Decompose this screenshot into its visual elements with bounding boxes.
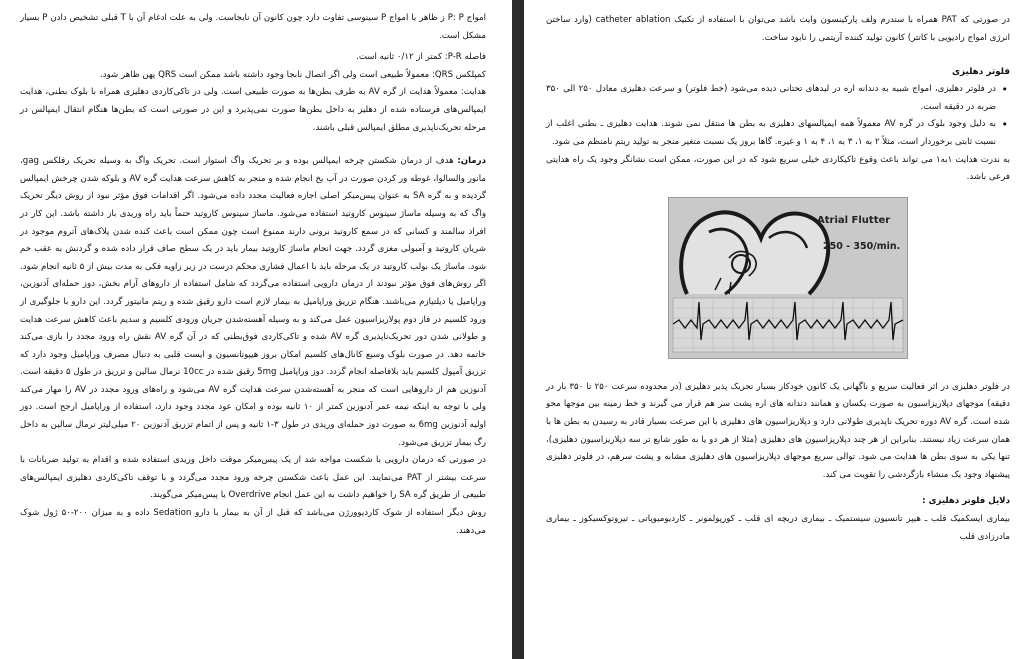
flutter-causes-heading: دلایل فلوتر دهلیزی : bbox=[922, 496, 1010, 507]
left-page bbox=[0, 0, 512, 659]
treatment-heading: درمان: bbox=[457, 156, 486, 167]
atrial-flutter-figure bbox=[668, 197, 908, 359]
p-wave-paragraph: امواج P: P ز ظاهر با امواج P سینوسی تفاوت دارد چون کانون آن نابجاست. ولی به علت ادغام آن با T قبلی تشخیص دادن P بسیار مشکل است. bbox=[20, 13, 487, 41]
figure-title: Atrial Flutter bbox=[817, 214, 891, 226]
figure-rate-label: 250 - 350/min. bbox=[823, 240, 901, 252]
cardioversion-paragraph: روش دیگر استفاده از شوک کاردیوورژن می‌باشد که قبل از آن به بیمار با دارو Sedation داده و به میزان ۲۰۰-۵۰ ژول شوک می‌دهند. bbox=[20, 508, 486, 536]
flutter-bullet-list bbox=[546, 81, 1010, 151]
overdrive-paragraph: در صورتی که درمان دارویی با شکست مواجه شد از یک پیس‌میکر موقت داخل وریدی استفاده شده و اقدام به تولید ضربانات با سرعت بیشتر از PAT می‌نمایند. این عمل باعث شکستن چرخه ورود مجدد می‌گردد و با توقف تاکی‌کاردی دهلیزی ایمپالس‌های طبیعی از طریق گره SA را خواهیم داشت به این عمل انجام Overdrive یا پیس‌میکر می‌گویند. bbox=[20, 455, 486, 501]
atrial-flutter-heading: فلوتر دهلیزی bbox=[951, 67, 1010, 78]
one-to-one-conduction-paragraph: به ندرت هدایت ۱به۱ می تواند باعث وقوع تاکیکاردی خیلی سریع شود که در این صورت، ممکن است نشانگر وجود یک راه هدایتی فرعی باشد. bbox=[546, 154, 1010, 183]
qrs-paragraph: کمپلکس QRS: معمولاً طبیعی است ولی اگر اتصال نابجا وجود داشته باشد ممکن است QRS پهن ظاهر شود. bbox=[100, 69, 486, 80]
conduction-paragraph: هدایت: معمولاً هدایت از گره AV به طرف بطن‌ها به صورت طبیعی است. ولی در تاکی‌کاردی دهلیزی همراه با بلوک بطنی، هدایت ایمپالس‌های فرستاده شده از دهلیز به داخل بطن‌ها صورت نمی‌پذیرد و این در صورتی است که بطن‌ها هنگام انتقال ایمپالس در مرحله تحریک‌ناپذیری مطلق ایمپالس قبلی باشند. bbox=[20, 87, 486, 133]
treatment-text: هدف از درمان شکستن چرخه ایمپالس بوده و بر تحریک واگ استوار است. تحریک واگ به وسیله تحریک رفلکس gag، مانور والسالوا، غوطه ور کردن صورت در آب یخ انجام شده و منجر به کاهش سرعت هدایت گره AV و بلوکه شدن چرخش ایمپالس گردیده و به گره SA به عنوان پیس‌میکر اصلی اجازه فعالیت مجدد داده می‌شود. اگر اقدامات فوق مؤثر نبود از روش دیگر تحریک واگ که به وسیله ماساژ سینوس کاروتید استفاده می‌شود. ماساژ سینوس کاروتید حتماً باید راه وریدی باز داشته باشد. این کار در افراد سالمند و کسانی که در سمع کاروتید برونی دارند ممنوع است چون ممکن است باعث کنده شدن پلاک‌های آتروم موجود در شریان کاروتید و آمبولی مغزی گردد. جهت انجام ماساژ کاروتید بیمار باید در یک سطح صاف قرار داده شده و گردنش به عقب خم شود. ماساژ یک بولب کاروتید در یک مرحله باید با اعمال فشاری محکم درست در زیر زاویه فکی به مدت بیش از ۵ ثانیه انجام شود. اگر روش‌های فوق مؤثر نبودند از درمان دارویی استفاده می‌گردد که شامل استفاده از داروهای آرام بخش، دوز حمله‌ای آدنوزین، وراپامیل یا دیلتیازم می‌باشند. هنگام تزریق وراپامیل به بیمار لازم است دارو رقیق شده و ریتم مانیتور گردد. این دارو با جلوگیری از ورود کلسیم در فاز دوم پولاریزاسیون عمل می‌کند و به وسیله آهسته‌شدن جریان ورودی کلسیم و سدیم باعث کاهش سرعت هدایت و طولانی شدن دور تحریک‌ناپذیری گره AV شده و تاکی‌کاردی فوق‌بطنی که در آن گره AV نقش راه ورود مجدد را بازی می‌کند خاتمه دهد. در صورت بلوک وسیع کانال‌های کلسیم امکان بروز هیپوتانسیون و ایست قلبی به دنبال مصرف وراپامیل وجود دارد که تزریق آمپول کلسیم باید بلافاصله انجام گردد. دوز وراپامیل 5mg رقیق شده در 10cc نرمال سالین و تزریق در طول ۵ دقیقه است. آدنوزین هم از داروهایی است که منجر به آهسته‌شدن سرعت هدایت گره AV می‌شود و راه‌های ورود مجدد در AV را مهار می‌کند ولی با توجه به اینکه نیمه عمر آدنوزین کمتر از ۱۰ ثانیه بوده و امکان عود مجدد وجود دارد، استفاده از وراپامیل ارجح است. دوز اولیه آدنوزین 6mg به صورت دوز حمله‌ای وریدی در طول ۳-۱ ثانیه و پس از اتمام تزریق آدنوزین ۲۰ میلی‌لیتر نرمال سالین به داخل رگ بیمار تزریق می‌شود. bbox=[20, 156, 487, 448]
page-gutter bbox=[512, 0, 524, 659]
flutter-bullet-item: • در فلوتر دهلیزی، امواج شبیه به دندانه اره در لیدهای تحتانی دیده می‌شود (خط فلوتر) و سرعت دهلیزی معادل ۲۵۰ الی ۳۵۰ ضربه در دقیقه است. bbox=[546, 81, 996, 116]
flutter-causes-text: بیماری ایسکمیک قلب ـ هیپر تانسیون سیستمیک ـ بیماری دریچه ای قلب ـ کورپولمونر ـ کاردیومیوپاتی ـ تیروتوکسیکوز ـ بیماری مادرزادی قلب bbox=[546, 513, 1010, 542]
right-page bbox=[524, 0, 1032, 659]
pr-interval-paragraph: فاصله P-R: کمتر از ۰/۱۲ ثانیه است. bbox=[356, 52, 486, 63]
catheter-ablation-paragraph: در صورتی که PAT همراه با سندرم ولف پارکینسون وایت باشد می‌توان با استفاده از تکنیک catheter ablation (وارد ساختن انرژی امواج رادیویی با کاتتر) کانون تولید کننده آریتمی را نابود ساخت. bbox=[546, 15, 1011, 43]
flutter-mechanism-paragraph: در فلوتر دهلیزی در اثر فعالیت سریع و ناگهانی یک کانون خودکار بسیار تحریک پذیر دهلیزی (در محدوده سرعت ۲۵۰ تا ۳۵۰ بار در دقیقه) موجهای دپلاریزاسیون به صورت یکسان و همانند دندانه های اره پشت سر هم قرار می گیرند و خط زمینه بین موجها محو شده است. گره AV دوره تحریک ناپذیری طولانی دارد و دپلاریزاسیون های دهلیزی با این صرعت بسیار قادر به رسیدن به بطن ها با همان سرعت زیاد نیستند. بنابراین از هر چند دپلاریزاسیون های دهلیزی (مثلا از هر دو یا به طور شایع تر سه دپلاریزاسیون دهلیزی)، تنها یکی به سوی بطن ها هدایت می شود. توالی سریع موجهای دپلاریزاسیون های دهلیزی مشابه و پشت سرهم، در فلوتر دهلیزی پیشنهاد وجود یک منشاء بازگردشی را تقویت می کند. bbox=[546, 381, 1010, 480]
flutter-bullet-item: • به دلیل وجود بلوک در گره AV معمولاً همه ایمپالسهای دهلیزی به بطن ها منتقل نمی شوند. هدایت دهلیزی ـ بطنی اغلب از نسبت ثابتی برخوردار است، مثلاً ۲ به ۱، ۳ به ۱، ۴ به ۱ و غیره. گاها بروز یک نسبت متغیر منجر به تولید ریتم نامنظم می‌ شود. bbox=[546, 116, 996, 151]
treatment-paragraph bbox=[20, 153, 486, 452]
